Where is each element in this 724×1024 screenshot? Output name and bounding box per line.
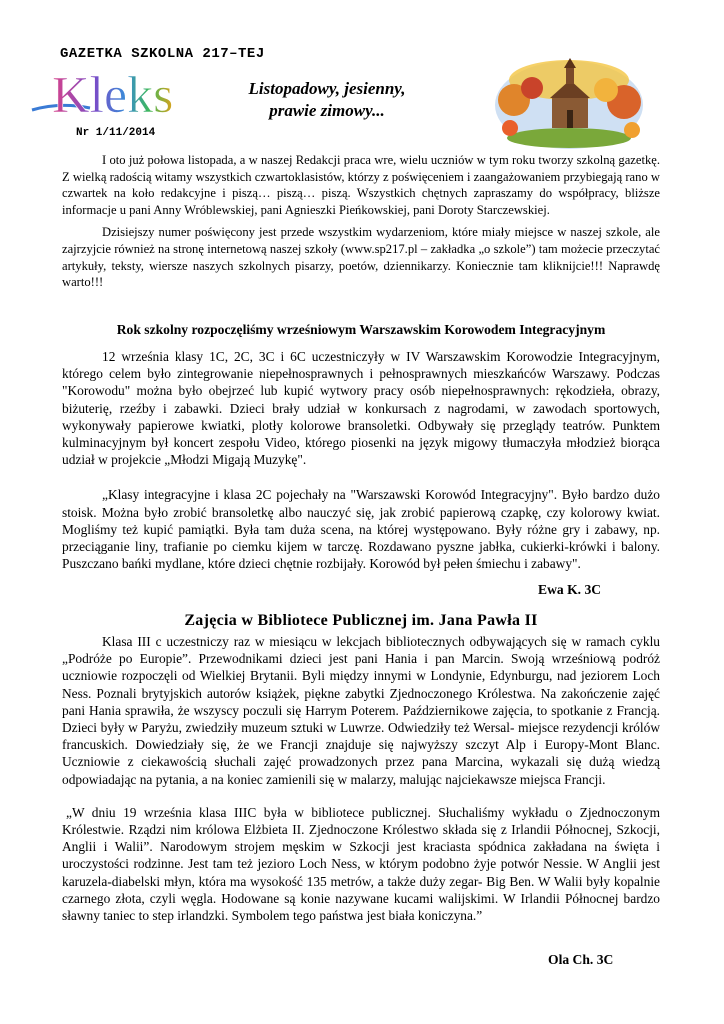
subtitle-line-2: prawie zimowy... (269, 101, 385, 120)
intro-section (62, 152, 660, 291)
article-quote: „W dniu 19 września klasa IIIC była w bibliotece publicznej. Słuchaliśmy wykładu o Zjednoczonym Królestwie. Rządzi nim królowa Elżbieta II. Zjednoczone Królestwo składa się z Irlandii Północnej, Szkocji, Anglii i Walii”. Narodowym strojem męskim w Szkocji jest kraciasta spódnica zakładana na święta i uroczystości rodzinne. Jest tam też jezioro Loch Ness, w którym podobno żyje potwór Nessie. W Anglii jest karuzela-diabelski młyn, która ma wysokość 135 metrów, a także duży zegar- Big Ben. W Walii były kopalnie czarnego złota, czyli węgla. Hodowane są konie nazywane kucami walijskimi. W Irlandii Północnej bardzo sławny taniec to step irlandzki. Symbolem tego państwa jest biała koniczyna.” (62, 804, 660, 924)
article-title: Zajęcia w Bibliotece Publicznej im. Jana Pawła II (184, 612, 538, 629)
article-paragraph: Klasa III c uczestniczy raz w miesiącu w lekcjach bibliotecznych odbywających się w ramach cyklu „Podróże po Europie”. Przewodnikami dzieci jest pani Hania i pan Marcin. Swoją wrześniową podróż uczniowie rozpoczęli od Wielkiej Brytanii. Byli między innymi w Londynie, Edynburgu, nad jeziorem Loch Ness. Poznali brytyjskich autorów książek, piękne zabytki Zjednoczonego Królestwa. Na zakończenie zajęć pani Hania sprawiła, że wszyscy poczuli się Harrym Poterem. Październikowe zajęcia, to spotkanie z Francją. Dzieci były w Paryżu, zwiedziły muzeum sztuki w Luwrze. Odwiedziły też Wersal- miejsce rezydencji królów francuskich. Dowiedziały się, że we Francji znajduje się najwyższy szczyt Alp i Europy-Mont Blanc. Uczniowie z ciekawością słuchali zajęć prowadzonych przez pana Marcina, wykazali się dużą wiedzą odpowiadając na pytania, a na koniec zamienili się w malarzy, malując najciekawsze miejsca Francji. (62, 634, 660, 787)
logo-text: Kleks (52, 67, 174, 124)
article-signature: Ola Ch. 3C (548, 952, 614, 967)
article-paragraph: 12 września klasy 1C, 2C, 3C i 6C uczestniczyły w IV Warszawskim Korowodzie Integracyjnym, którego celem było zintegrowanie niepełnosprawnych i pełnosprawnych mieszkańców Warszawy. Podczas "Korowodu" można było obejrzeć lub kupić wytwory pracy osób niepełnosprawnych: rękodzieła, obrazy, biżuterię, rzeźby i zabawki. Dzieci brały udział w konkursach z nagrodami, w zawodach sportowych, wykonywały papierowe kwiatki, plotły kolorowe bransoletki. Odbywały się przeglądy teatrów. Punktem kulminacyjnym był koncert zespołu Video, którego piosenki na język migowy tłumaczyła młodzież biorąca udział w projekcie „Młodzi Migają Muzykę". (62, 349, 660, 468)
intro-paragraph: I oto już połowa listopada, a w naszej Redakcji praca wre, wielu uczniów w tym roku tworzy szkolną gazetkę. Z wielką radością witamy wszystkich czwartoklasistów, którzy z poświęceniem i zaangażowaniem przybiegają rano w czwartek na koło redakcyjne i piszą… piszą… piszą. Wszystkich chętnych zapraszamy do współpracy, bliższe informacje u pani Anny Wróblewskiej, pani Agnieszki Pieńkowskiej, pani Doroty Starczewskiej. (62, 153, 660, 217)
article-body (62, 348, 660, 572)
newspaper-title: GAZETKA SZKOLNA 217–TEJ (60, 46, 265, 62)
kleks-logo (30, 64, 220, 126)
issue-number: Nr 1/11/2014 (76, 127, 156, 139)
article-body (62, 633, 660, 924)
autumn-church-icon (494, 50, 644, 150)
subtitle-line-1: Listopadowy, jesienny, (248, 79, 406, 98)
intro-paragraph: Dzisiejszy numer poświęcony jest przede wszystkim wydarzeniom, które miały miejsce w naszej szkole, ale zajrzyjcie również na stronę internetową naszej szkoły (www.sp217.pl – zakładka „o szkole”) tam możecie przeczytać artykuły, teksty, wiersze naszych szkolnych pisarzy, poetów, dziennikarzy. Koniecznie tam kliknijcie!!! Naprawdę warto!!! (62, 225, 660, 290)
article-quote: „Klasy integracyjne i klasa 2C pojechały na "Warszawski Korowód Integracyjny". Było bardzo dużo stoisk. Można było zrobić bransoletkę albo nauczyć się, jak zrobić papierową czapkę, czy kolorowy kwiat. Mogliśmy też kupić pamiątki. Była tam duża scena, na której występowano. Były różne gry i zabawy, np. przeciąganie liny, trafianie po ciemku kijem w tarczę. Rozdawano pyszne jabłka, cukierki-krówki i balony. Puszczano bańki mydlane, które dzieci chętnie rozbijały. Korowód był pełen śmiechu i zabawy". (62, 487, 660, 572)
article-signature: Ewa K. 3C (538, 582, 602, 597)
issue-subtitle (222, 78, 432, 122)
article-title: Rok szkolny rozpoczęliśmy wrześniowym Warszawskim Korowodem Integracyjnym (116, 322, 606, 337)
